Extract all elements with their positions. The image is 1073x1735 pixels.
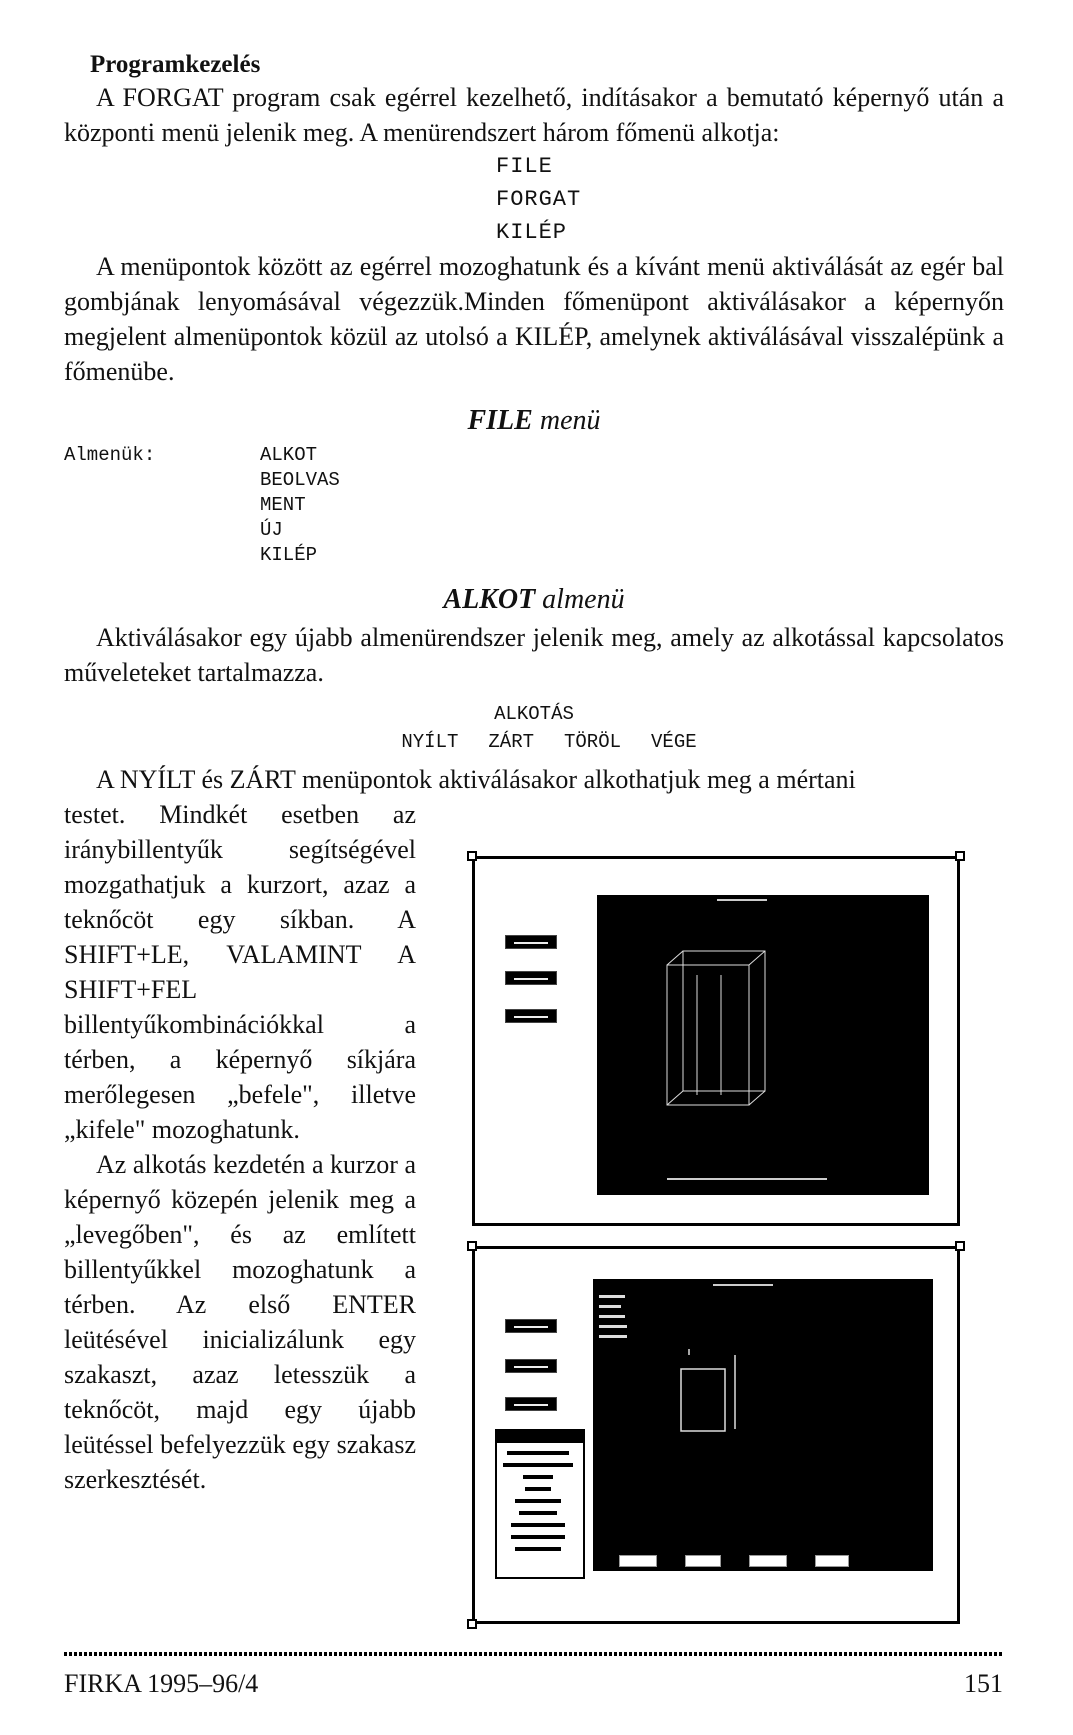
frame-corner — [467, 851, 477, 861]
alkotas-label: ALKOTÁS — [494, 703, 574, 725]
alkot-menu-title-rest: almenü — [535, 584, 625, 615]
alkot-menu-title — [64, 580, 1004, 620]
section-heading: Programkezelés — [90, 51, 261, 78]
file-menu-title-bold: FILE — [467, 405, 533, 436]
render-screen — [593, 1279, 933, 1571]
submenu-item-beolvas: BEOLVAS — [260, 469, 340, 491]
narrow-column — [64, 797, 416, 1497]
option-nyilt: NYÍLT — [401, 731, 459, 753]
popup-menu-lines — [497, 1443, 583, 1573]
alkotas-options — [64, 728, 1004, 756]
alkotas-start-paragraph: Az alkotás kezdetén a kurzor a képernyő közepén jelenik meg a „levegőben", és az említett billentyűkkel mozoghatunk a térben. Az első ENTER leütésével inicializálunk egy szakaszt, azaz letesszük a teknőcöt, majd egy újabb leütéssel befelyezzük egy szakasz szerkesztését. — [64, 1150, 416, 1494]
render-screen — [597, 895, 929, 1195]
menu-item-kilep: KILÉP — [496, 220, 568, 245]
frame-corner — [955, 851, 965, 861]
intro-paragraph: A FORGAT program csak egérrel kezelhető, indításakor a bemutató képernyő után a központi menü jelenik meg. A menürendszert három főmenü alkotja: — [64, 83, 1004, 147]
option-zart: ZÁRT — [488, 731, 534, 753]
submenu-label: Almenük: — [64, 444, 156, 466]
menu-item-file: FILE — [496, 154, 553, 179]
frame-corner — [955, 1241, 965, 1251]
screen-bottom-buttons — [619, 1555, 849, 1567]
frame-corner — [467, 1619, 477, 1629]
frame-corner — [467, 1241, 477, 1251]
screen-button — [505, 1319, 557, 1333]
nyilt-zart-heading-line: A NYÍLT és ZÁRT menüpontok aktiválásakor alkothatjuk meg a mértani — [96, 765, 856, 794]
wireframe-drawing — [597, 895, 929, 1195]
main-menu-list — [496, 150, 1004, 249]
screen-button — [505, 971, 557, 985]
footer-journal: FIRKA 1995–96/4 — [64, 1669, 259, 1698]
file-menu-title-rest: menü — [532, 405, 601, 436]
screenshot-forgat-view — [472, 856, 960, 1226]
screen-button — [505, 1009, 557, 1023]
submenu-item-uj: ÚJ — [260, 519, 283, 541]
screen-button — [505, 1397, 557, 1411]
screen-button — [505, 935, 557, 949]
alkot-paragraph: Aktiválásakor egy újabb almenürendszer jelenik meg, amely az alkotással kapcsolatos műveleteket tartalmazza. — [64, 623, 1004, 687]
alkot-popup-menu — [495, 1429, 585, 1579]
submenu-item-ment: MENT — [260, 494, 306, 516]
submenu-item-alkot: ALKOT — [260, 444, 318, 466]
screenshot-alkot-view — [472, 1246, 960, 1624]
footer-rule — [64, 1652, 1004, 1656]
screen-button — [505, 1359, 557, 1373]
menu-navigation-paragraph: A menüpontok között az egérrel mozoghatunk és a kívánt menü aktiválását az egér bal gombjának lenyomásával végezzük.Minden főmenüpont aktiválásakor a képernyőn megjelent almenüpontok közül az utolsó a KILÉP, amelynek aktiválásával visszalépünk a főmenübe. — [64, 252, 1004, 386]
file-submenu-block — [64, 443, 1004, 568]
file-menu-title — [64, 401, 1004, 441]
option-vege: VÉGE — [651, 731, 697, 753]
option-torol: TÖRÖL — [564, 731, 622, 753]
menu-item-forgat: FORGAT — [496, 187, 582, 212]
alkot-menu-title-bold: ALKOT — [443, 584, 536, 615]
cursor-movement-paragraph: testet. Mindkét esetben az iránybillentyűk segítségével mozgathatjuk a kurzort, azaz a teknőcöt egy síkban. A SHIFT+LE, VALAMINT A SHIFT+FEL billentyűkombinációkkal a térben, a képernyő síkjára merőlegesen „befele", illetve „kifele" mozoghatunk. — [64, 800, 416, 1144]
file-submenu-list — [260, 443, 340, 568]
page-number: 151 — [964, 1669, 1003, 1698]
wireframe-drawing — [593, 1279, 933, 1571]
submenu-item-kilep: KILÉP — [260, 544, 318, 566]
